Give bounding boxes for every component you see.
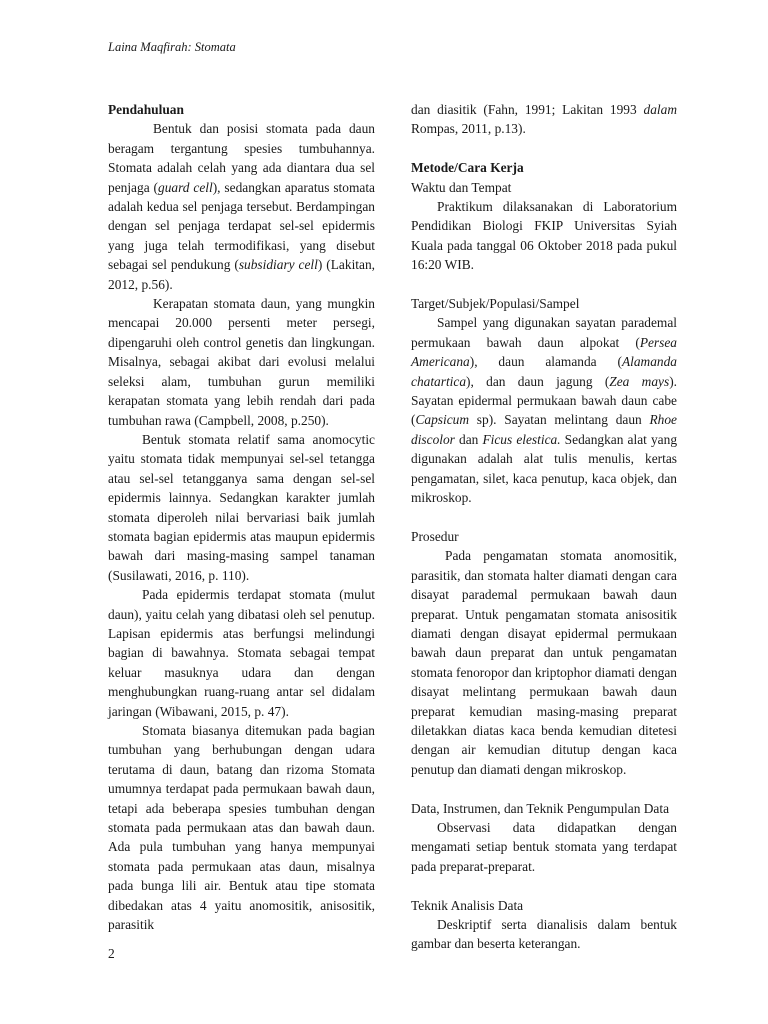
running-head: Laina Maqfirah: Stomata (108, 40, 236, 54)
paragraph-4: Pada epidermis terdapat stomata (mulut daun), yaitu celah yang dibatasi oleh sel penutup. Lapisan epidermis atas berfungsi melindungi bagian di bawahnya. Stomata sebagai tempat keluar masuknya udara dan dengan menghubungkan ruang-ruang antar sel didalam jaringan (Wibawani, 2015, p. 47). (108, 587, 375, 719)
subheading-prosedur: Prosedur (411, 528, 459, 544)
paragraph-3: Bentuk stomata relatif sama anomocytic yaitu stomata tidak mempunyai sel-sel tetangga atau sel-sel tetangganya sama dengan sel-sel epidermis lainnya. Sedangkan karakter jumlah stomata diperoleh nilai bervariasi baik jumlah stomata bagian epidermis atas maupun epidermis bawah dari masing-masing sampel tanaman (Susilawati, 2016, p. 110). (108, 431, 375, 583)
paragraph-data: Observasi data didapatkan dengan mengamati setiap bentuk stomata yang terdapat pada preparat-preparat. (411, 819, 677, 874)
subheading-waktu: Waktu dan Tempat (411, 179, 512, 195)
paragraph-target: Sampel yang digunakan sayatan parademal permukaan bawah daun alpokat (Persea Americana), daun alamanda (Alamanda chatartica), dan daun jagung (Zea mays). Sayatan epidermal permukaan bawah daun cabe (Capsicum sp). Sayatan melintang daun Rhoe discolor dan Ficus elestica. Sedangkan alat yang digunakan adalah alat tulis menulis, kertas pengamatan, silet, kaca penutup, kaca objek, dan mikroskop. (411, 315, 678, 506)
paragraph-continued: dan diasitik (Fahn, 1991; Lakitan 1993 dalam Rompas, 2011, p.13). (411, 102, 677, 137)
right-column (411, 100, 677, 954)
subheading-target: Target/Subjek/Populasi/Sampel (411, 296, 580, 312)
section-heading-metode: Metode/Cara Kerja (411, 160, 524, 176)
paragraph-waktu: Praktikum dilaksanakan di Laboratorium Pendidikan Biologi FKIP Universitas Syiah Kuala pada tanggal 06 Oktober 2018 pada pukul 16:20 WIB. (411, 199, 677, 273)
paragraph-2: Kerapatan stomata daun, yang mungkin mencapai 20.000 persenti meter persegi, dipengaruhi oleh control genetis dan lingkungan. Misalnya, sebagai akibat dari evolusi melalui seleksi alam, tumbuhan gurun memiliki kerapatan stomata yang lebih rendah dari pada tumbuhan rawa (Campbell, 2008, p.250). (108, 296, 375, 428)
page-number: 2 (108, 946, 115, 961)
subheading-data: Data, Instrumen, dan Teknik Pengumpulan Data (411, 800, 670, 816)
paragraph-1: Bentuk dan posisi stomata pada daun beragam tergantung spesies tumbuhannya. Stomata adalah celah yang ada diantara dua sel penjaga (guard cell), sedangkan aparatus stomata adalah kedua sel penjaga tersebut. Berdampingan dengan sel penjaga terdapat sel-sel epidermis yang juga telah termodifikasi, yang disebut sebagai sel pendukung (subsidiary cell) (Lakitan, 2012, p.56). (108, 121, 375, 292)
paragraph-prosedur: Pada pengamatan stomata anomositik, parasitik, dan stomata halter diamati dengan cara disayat parademal permukaan bawah daun preparat. Untuk pengamatan stomata anisositik diamati dengan disayat epidermal permukaan bawah daun preparat dan untuk pengamatan stomata fenoropor dan kriptophor diamati dengan disayat melintang permukaan bawah daun preparat kemudian masing-masing preparat diletakkan diatas kaca benda kemudian ditetesi dengan air kemudian ditutup dengan kaca penutup dan diamati dengan mikroskop. (411, 548, 677, 777)
paragraph-analisis: Deskriptif serta dianalisis dalam bentuk gambar dan beserta keterangan. (411, 916, 677, 952)
subheading-analisis: Teknik Analisis Data (411, 897, 524, 913)
left-column (108, 100, 375, 934)
paragraph-5: Stomata biasanya ditemukan pada bagian tumbuhan yang berhubungan dengan udara terutama di daun, batang dan rizoma Stomata umumnya terdapat pada permukaan bawah daun, tetapi ada beberapa spesies tumbuhan dengan stomata pada permukaan atas dan bawah daun. Ada pula tumbuhan yang hanya mempunyai stomata pada permukaan atas daun, misalnya pada bunga lili air. Bentuk atau tipe stomata dibedakan atas 4 yaitu anomositik, anisositik, parasitik (108, 723, 375, 933)
section-heading-pendahuluan: Pendahuluan (108, 102, 184, 117)
